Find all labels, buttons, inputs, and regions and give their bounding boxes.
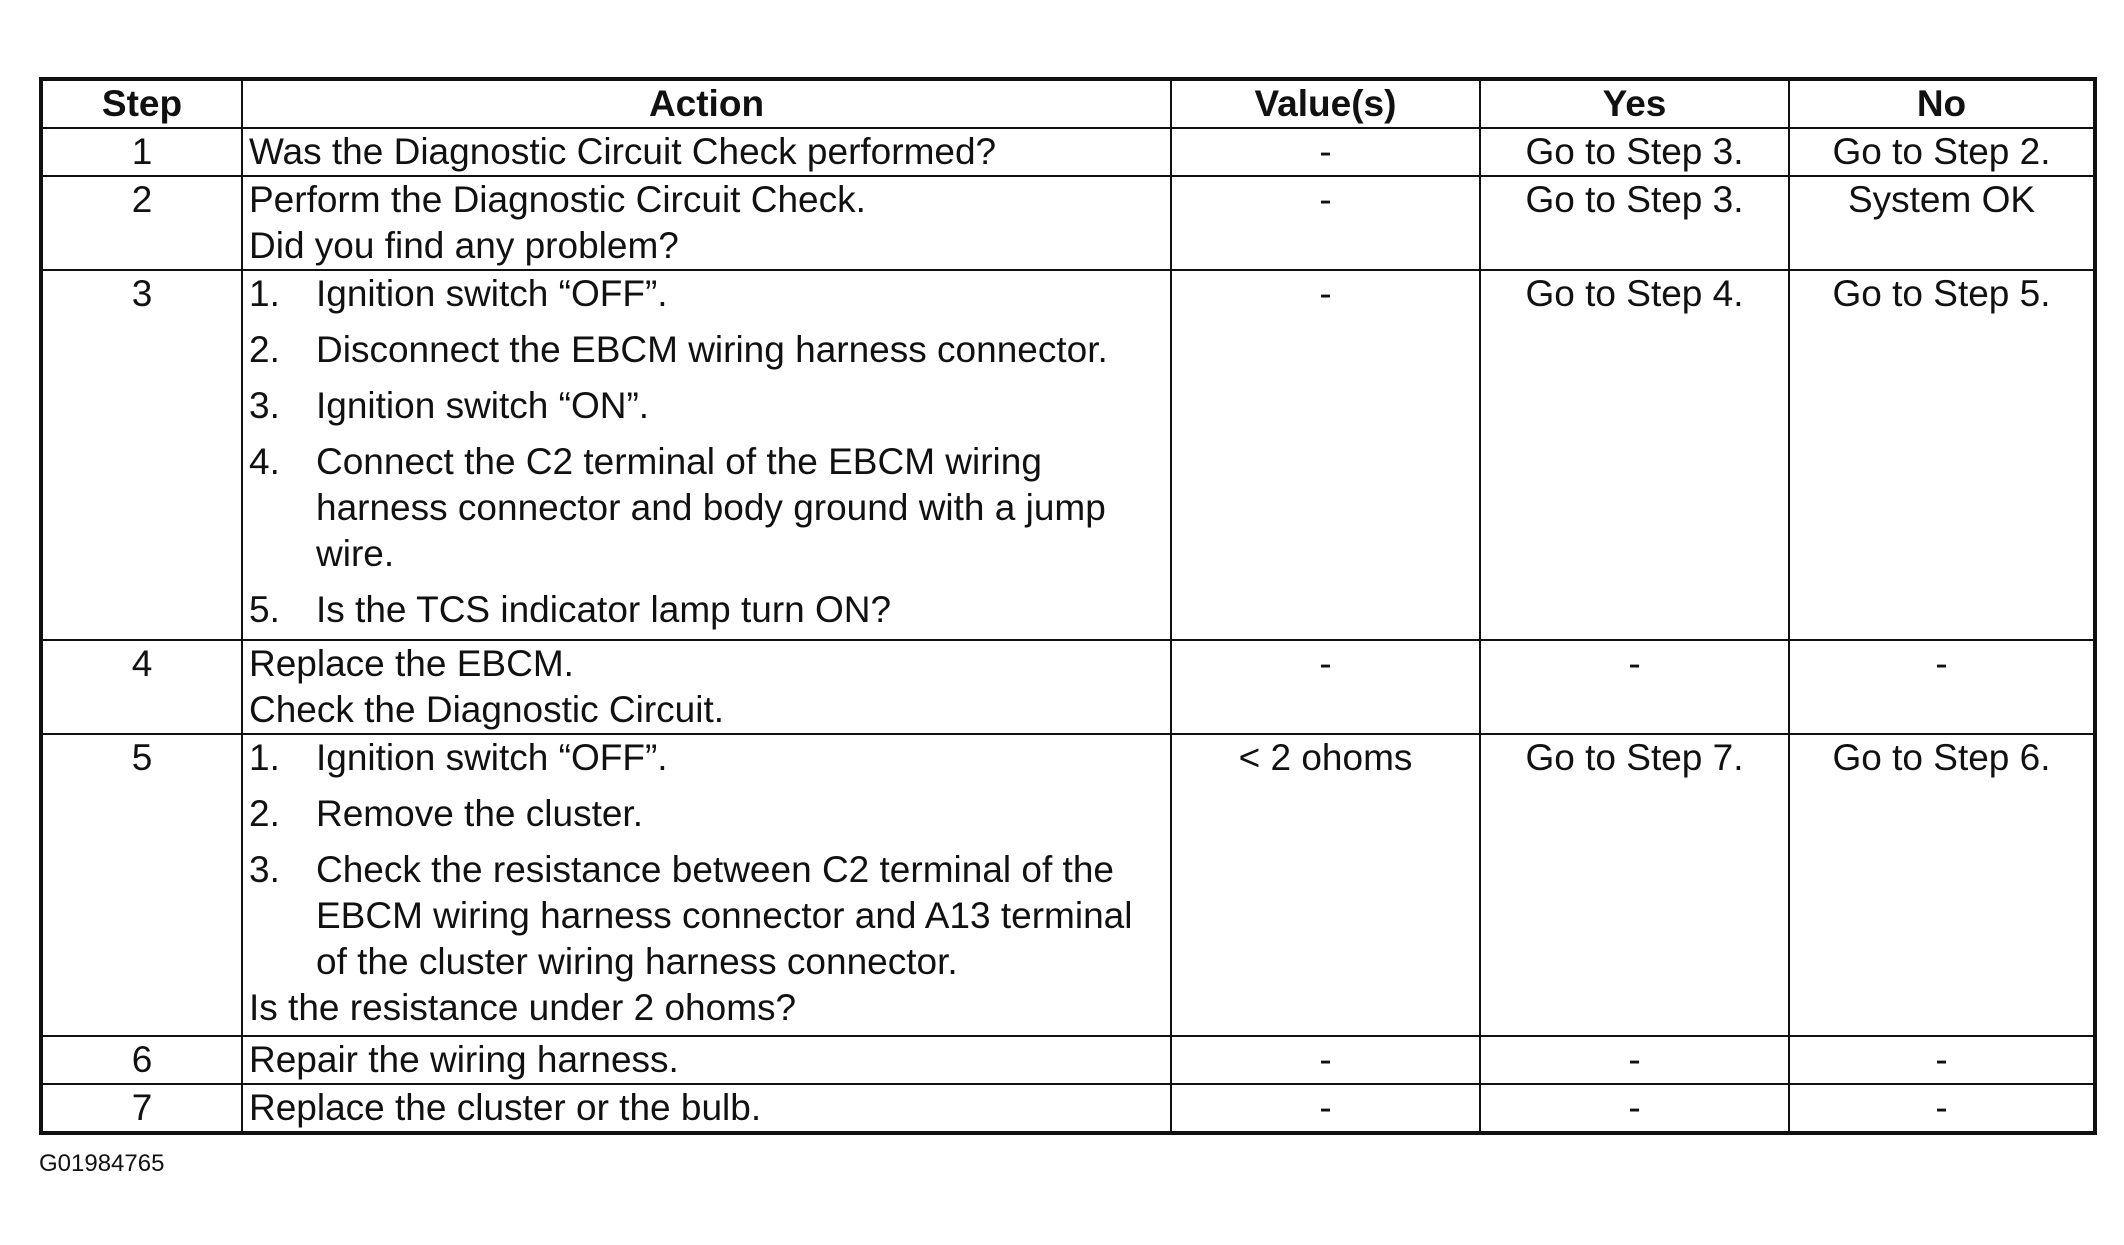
action-step [249, 587, 1164, 633]
step-number: 7 [41, 1084, 242, 1133]
header-yes: Yes [1480, 79, 1789, 128]
value-cell: - [1171, 270, 1480, 640]
header-values: Value(s) [1171, 79, 1480, 128]
action-step [249, 439, 1164, 577]
action-line: Perform the Diagnostic Circuit Check. [249, 179, 866, 220]
step-number: 4 [41, 640, 242, 734]
action-step-number: 1. [249, 737, 280, 778]
value-cell: - [1171, 1036, 1480, 1084]
action-step-text: Remove the cluster. [316, 793, 643, 834]
action-step-number: 3. [249, 385, 280, 426]
figure-id: G01984765 [39, 1150, 165, 1177]
header-no: No [1789, 79, 2095, 128]
action-step-number: 1. [249, 273, 280, 314]
action-cell [242, 270, 1171, 640]
yes-cell: - [1480, 1036, 1789, 1084]
yes-cell: Go to Step 3. [1480, 128, 1789, 176]
table-row [41, 270, 2095, 640]
header-step: Step [41, 79, 242, 128]
action-step-text: Ignition switch “OFF”. [316, 273, 668, 314]
action-line: Did you find any problem? [249, 225, 679, 266]
action-step [249, 271, 1164, 317]
step-number: 6 [41, 1036, 242, 1084]
table-row [41, 1084, 2095, 1133]
step-number: 1 [41, 128, 242, 176]
action-cell [242, 1084, 1171, 1133]
value-cell: - [1171, 1084, 1480, 1133]
action-step-number: 4. [249, 441, 280, 482]
action-step [249, 791, 1164, 837]
action-step-number: 2. [249, 793, 280, 834]
diagnostic-table [39, 77, 2097, 1135]
yes-cell: Go to Step 7. [1480, 734, 1789, 1036]
value-cell: - [1171, 176, 1480, 270]
action-cell [242, 640, 1171, 734]
action-step-text: Disconnect the EBCM wiring harness connector. [316, 329, 1108, 370]
action-step [249, 735, 1164, 781]
yes-cell: - [1480, 1084, 1789, 1133]
action-line: Repair the wiring harness. [249, 1039, 679, 1080]
no-cell: Go to Step 5. [1789, 270, 2095, 640]
yes-cell: Go to Step 3. [1480, 176, 1789, 270]
action-step-number: 2. [249, 329, 280, 370]
action-cell [242, 1036, 1171, 1084]
step-number: 3 [41, 270, 242, 640]
action-step [249, 847, 1164, 985]
table-row [41, 640, 2095, 734]
action-step-number: 5. [249, 589, 280, 630]
action-step-list [249, 271, 1164, 633]
action-line: Was the Diagnostic Circuit Check performed? [249, 131, 997, 172]
no-cell: Go to Step 6. [1789, 734, 2095, 1036]
action-step-text: Check the resistance between C2 terminal of the EBCM wiring harness connector and A13 terminal of the cluster wiring harness connector. [316, 849, 1133, 982]
action-step-text: Ignition switch “ON”. [316, 385, 650, 426]
action-cell [242, 734, 1171, 1036]
action-cell [242, 176, 1171, 270]
table-row [41, 128, 2095, 176]
action-step [249, 327, 1164, 373]
header-action: Action [242, 79, 1171, 128]
action-step-text: Connect the C2 terminal of the EBCM wiring harness connector and body ground with a jump wire. [316, 441, 1106, 574]
no-cell: Go to Step 2. [1789, 128, 2095, 176]
value-cell: - [1171, 128, 1480, 176]
step-number: 5 [41, 734, 242, 1036]
action-line: Check the Diagnostic Circuit. [249, 689, 725, 730]
action-step [249, 383, 1164, 429]
action-line: Replace the cluster or the bulb. [249, 1087, 762, 1128]
action-step-list [249, 735, 1164, 985]
action-step-number: 3. [249, 849, 280, 890]
yes-cell: - [1480, 640, 1789, 734]
step-number: 2 [41, 176, 242, 270]
table-row [41, 176, 2095, 270]
action-line: Replace the EBCM. [249, 643, 574, 684]
table-row [41, 734, 2095, 1036]
action-step-text: Is the TCS indicator lamp turn ON? [316, 589, 892, 630]
no-cell: - [1789, 1036, 2095, 1084]
table-row [41, 1036, 2095, 1084]
value-cell: - [1171, 640, 1480, 734]
action-question: Is the resistance under 2 ohoms? [249, 987, 797, 1028]
value-cell: < 2 ohoms [1171, 734, 1480, 1036]
no-cell: System OK [1789, 176, 2095, 270]
no-cell: - [1789, 1084, 2095, 1133]
no-cell: - [1789, 640, 2095, 734]
yes-cell: Go to Step 4. [1480, 270, 1789, 640]
action-step-text: Ignition switch “OFF”. [316, 737, 668, 778]
action-cell [242, 128, 1171, 176]
